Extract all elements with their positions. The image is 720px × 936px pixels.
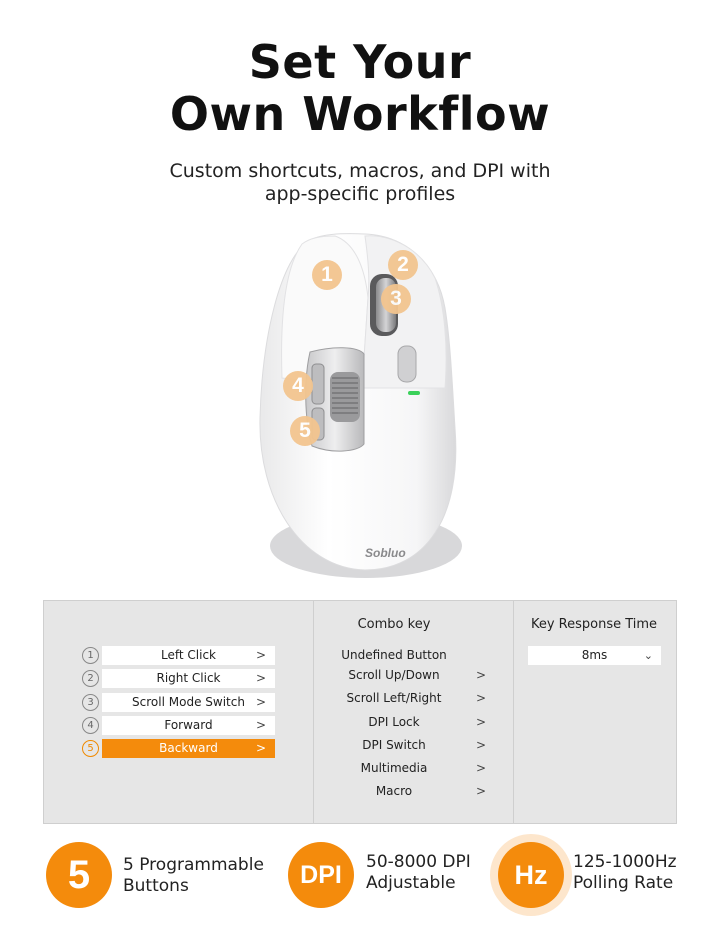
button-row-backward[interactable] — [82, 739, 276, 758]
button-number-3: 3 — [82, 694, 99, 711]
feature-dpi — [366, 852, 471, 894]
button-row-right-click[interactable] — [82, 669, 276, 688]
button-number-4: 4 — [82, 717, 99, 734]
feature-programmable-buttons — [123, 855, 264, 897]
combo-item-label: Undefined Button — [341, 648, 447, 662]
panel-divider-1 — [313, 601, 314, 823]
combo-item-label: DPI Switch — [362, 738, 426, 752]
chevron-right-icon: > — [476, 691, 487, 705]
button-assignment-field[interactable] — [102, 646, 275, 665]
button-assignment-label: Scroll Mode Switch — [132, 695, 245, 709]
button-row-forward[interactable] — [82, 716, 276, 735]
brand-logo: Sobluo — [365, 546, 406, 560]
button-assignment-label: Left Click — [161, 648, 216, 662]
button-config-panel — [43, 600, 677, 824]
button-number-5: 5 — [82, 740, 99, 757]
chevron-right-icon: > — [255, 718, 266, 732]
button-number-2: 2 — [82, 670, 99, 687]
subtitle-line-1: Custom shortcuts, macros, and DPI with — [169, 160, 551, 182]
button-assignment-field[interactable] — [102, 693, 275, 712]
chevron-right-icon: > — [255, 648, 266, 662]
feature-line-2: Polling Rate — [573, 873, 674, 893]
mouse-badge-2: 2 — [388, 250, 418, 280]
mouse-badge-3: 3 — [381, 284, 411, 314]
combo-item-label: Multimedia — [360, 761, 428, 775]
page-subtitle — [0, 160, 720, 206]
feature-line-2: Buttons — [123, 876, 189, 896]
title-line-1: Set Your — [248, 35, 472, 89]
key-response-time-select[interactable] — [528, 646, 661, 665]
chevron-right-icon: > — [255, 741, 266, 755]
feature-icon-text: 5 — [67, 853, 91, 897]
title-line-2: Own Workflow — [169, 87, 551, 141]
combo-item-undefined-button[interactable] — [334, 645, 484, 665]
button-assignment-label: Forward — [164, 718, 213, 732]
chevron-right-icon: > — [476, 761, 487, 775]
feature-line-1: 125-1000Hz — [573, 852, 677, 872]
combo-item-label: Scroll Left/Right — [346, 691, 442, 705]
mouse-illustration — [240, 228, 480, 588]
chevron-right-icon: > — [255, 671, 266, 685]
dpi-icon — [288, 842, 354, 908]
feature-line-1: 5 Programmable — [123, 855, 264, 875]
combo-item-label: Scroll Up/Down — [348, 668, 440, 682]
combo-item-macro[interactable] — [334, 781, 487, 801]
polling-rate-icon — [498, 842, 564, 908]
chevron-right-icon: > — [476, 668, 487, 682]
key-response-time-value: 8ms — [581, 648, 608, 662]
mouse-drawing — [240, 228, 480, 588]
combo-item-scroll-up-down[interactable] — [334, 665, 487, 685]
feature-line-1: 50-8000 DPI — [366, 852, 471, 872]
feature-line-2: Adjustable — [366, 873, 456, 893]
programmable-buttons-icon — [46, 842, 112, 908]
subtitle-line-2: app-specific profiles — [264, 183, 456, 205]
button-assignment-field-selected[interactable] — [102, 739, 275, 758]
combo-item-dpi-lock[interactable] — [334, 712, 487, 732]
button-assignment-label: Right Click — [156, 671, 221, 685]
chevron-right-icon: > — [476, 738, 487, 752]
button-assignment-field[interactable] — [102, 716, 275, 735]
chevron-down-icon: ⌄ — [643, 649, 653, 662]
combo-item-label: DPI Lock — [368, 715, 420, 729]
combo-item-dpi-switch[interactable] — [334, 735, 487, 755]
page-title — [0, 36, 720, 140]
button-row-left-click[interactable] — [82, 646, 276, 665]
combo-item-scroll-left-right[interactable] — [334, 688, 487, 708]
button-assignment-field[interactable] — [102, 669, 275, 688]
feature-icon-text: DPI — [300, 861, 342, 889]
combo-item-label: Macro — [375, 784, 413, 798]
key-response-time-heading: Key Response Time — [530, 617, 658, 632]
chevron-right-icon: > — [476, 784, 487, 798]
combo-item-multimedia[interactable] — [334, 758, 487, 778]
mouse-badge-1: 1 — [312, 260, 342, 290]
button-assignment-label: Backward — [159, 741, 218, 755]
button-number-1: 1 — [82, 647, 99, 664]
feature-polling-rate — [573, 852, 677, 894]
feature-icon-text: Hz — [514, 860, 548, 890]
mouse-badge-5: 5 — [290, 416, 320, 446]
panel-divider-2 — [513, 601, 514, 823]
button-row-scroll-mode-switch[interactable] — [82, 693, 276, 712]
chevron-right-icon: > — [476, 715, 487, 729]
combo-key-heading: Combo key — [357, 617, 431, 632]
mouse-badge-4: 4 — [283, 371, 313, 401]
chevron-right-icon: > — [255, 695, 266, 709]
